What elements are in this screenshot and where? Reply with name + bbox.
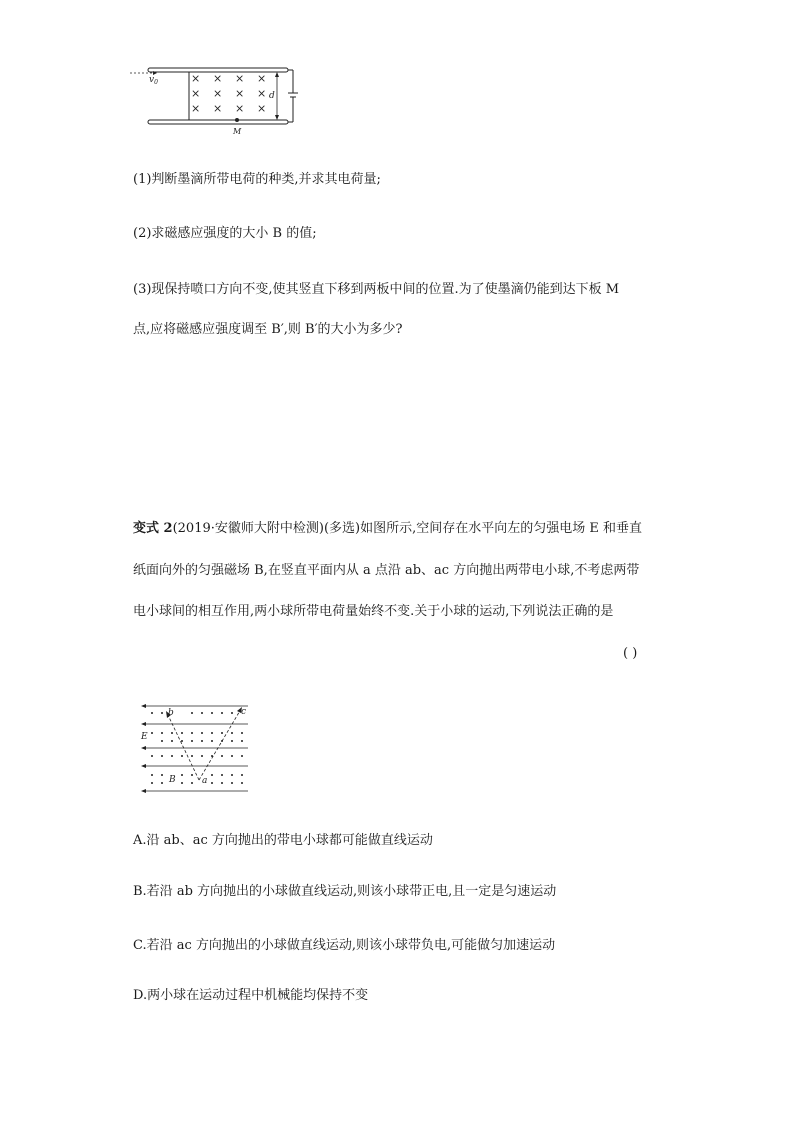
variant-label: 变式 2 [133,521,173,536]
question-1: (1)判断墨滴所带电荷的种类,并求其电荷量; [133,172,381,187]
point-M-label: M [233,127,242,136]
point-c-label: c [241,707,247,717]
question-3-line-1: (3)现保持喷口方向不变,使其竖直下移到两板中间的位置.为了使墨滴仍能到达下板 M [133,282,620,297]
distance-arrow-bottom [275,115,279,120]
svg-text:×: × [257,102,267,115]
option-c: C.若沿 ac 方向抛出的小球做直线运动,则该小球带负电,可能做匀加速运动 [133,938,556,953]
variant-text-1: (2019·安徽师大附中检测)(多选)如图所示,空间存在水平向左的匀强电场 E 和垂直 [172,521,642,536]
svg-text:×: × [191,72,201,85]
figure-plates-magnetic-field [125,60,305,140]
variant-line-1 [133,521,642,537]
option-a: A.沿 ab、ac 方向抛出的带电小球都可能做直线运动 [133,833,433,848]
variant-line-2: 纸面向外的匀强磁场 B,在竖直平面内从 a 点沿 ab、ac 方向抛出两带电小球,不考虑两带 [133,563,640,578]
question-3-line-2: 点,应将磁感应强度调至 B′,则 B′的大小为多少? [133,322,403,337]
distance-arrow-top [275,72,279,77]
option-d: D.两小球在运动过程中机械能均保持不变 [133,988,369,1003]
lower-plate [148,120,288,124]
svg-text:×: × [235,87,245,100]
field-B-label: B [169,775,176,785]
svg-text:×: × [257,87,267,100]
field-E-label: E [141,732,148,742]
svg-text:×: × [235,72,245,85]
trajectories [167,709,241,780]
svg-text:×: × [213,87,223,100]
variant-line-3: 电小球间的相互作用,两小球所带电荷量始终不变.关于小球的运动,下列说法正确的是 [133,604,614,619]
option-b: B.若沿 ab 方向抛出的小球做直线运动,则该小球带正电,且一定是匀速运动 [133,884,557,899]
svg-text:×: × [213,102,223,115]
point-b-label: b [168,708,174,718]
answer-blank: ( ) [623,646,638,661]
point-a-label: a [202,776,208,786]
figure-electric-magnetic-field [138,698,253,798]
velocity-label: $v_0$ [149,75,158,86]
svg-text:×: × [191,102,201,115]
magnetic-field-crosses [191,72,266,115]
electric-field-lines [146,706,248,791]
battery-circuit [288,70,298,122]
electric-field-arrowheads [141,704,146,793]
distance-label: d [269,91,275,101]
question-2: (2)求磁感应强度的大小 B 的值; [133,226,317,241]
svg-text:×: × [191,87,201,100]
svg-text:×: × [235,102,245,115]
svg-text:×: × [213,72,223,85]
point-M [235,118,239,122]
svg-text:×: × [257,72,267,85]
